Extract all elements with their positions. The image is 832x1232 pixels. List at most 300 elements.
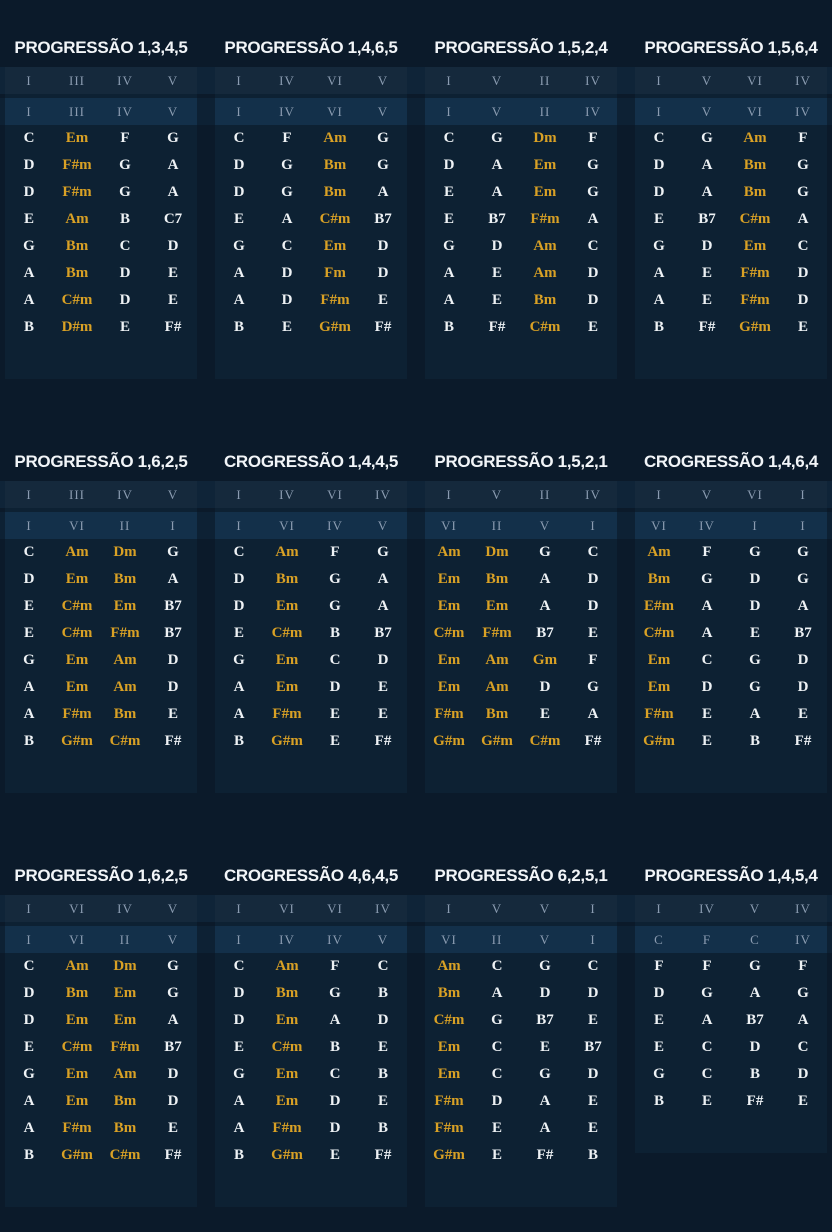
chord-cell: E	[377, 1039, 388, 1055]
chord-cell: D	[23, 1012, 35, 1028]
chord-rows	[425, 953, 617, 1169]
numeral-cell: V	[491, 901, 503, 916]
chord-cell: E	[167, 1120, 178, 1136]
chord-cell: Em	[65, 679, 89, 695]
chord-cell: A	[377, 598, 389, 614]
chord-cell: F#	[794, 733, 812, 749]
chord-cell: E	[329, 733, 340, 749]
chord-cell: G	[797, 184, 809, 200]
chord-row	[5, 1142, 197, 1169]
chord-cell: C	[233, 130, 245, 146]
numeral-cell: II	[539, 73, 551, 88]
chord-cell: Bm	[485, 706, 509, 722]
chord-cell: D	[23, 571, 35, 587]
chord-cell: C	[329, 652, 341, 668]
progression-panel	[425, 451, 617, 793]
chord-cell: Em	[323, 238, 347, 254]
numeral-cell: V	[167, 932, 179, 947]
chord-cell: Em	[533, 184, 557, 200]
numeral-cell: IV	[795, 932, 811, 947]
chord-cell: A	[701, 598, 713, 614]
chord-cell: E	[23, 211, 34, 227]
numeral-cell: V	[491, 104, 503, 119]
chord-cell: A	[233, 706, 245, 722]
chord-cell: C	[23, 130, 35, 146]
chord-cell: B	[377, 985, 388, 1001]
chord-row	[215, 152, 407, 179]
chord-row	[425, 980, 617, 1007]
chord-cell: B	[23, 733, 34, 749]
chord-cell: A	[167, 157, 179, 173]
chord-cell: Bm	[113, 571, 137, 587]
progression-panel	[425, 37, 617, 379]
chord-cell: D	[749, 1039, 761, 1055]
chord-row	[635, 620, 827, 647]
numeral-cell: II	[491, 518, 503, 533]
chord-cell: A	[377, 571, 389, 587]
numeral-cell: V	[167, 104, 179, 119]
numeral-cell: IV	[375, 901, 391, 916]
chord-cell: F#m	[272, 1120, 302, 1136]
chord-cell: A	[233, 292, 245, 308]
chord-row	[215, 620, 407, 647]
chord-cell: C	[329, 1066, 341, 1082]
chord-cell: D	[797, 1066, 809, 1082]
chord-cell: A	[281, 211, 293, 227]
chord-cell: A	[797, 1012, 809, 1028]
numeral-cell: IV	[279, 73, 295, 88]
chord-cell: A	[23, 679, 35, 695]
chord-row	[425, 152, 617, 179]
chord-cell: C#m	[109, 1147, 141, 1163]
chord-cell: D	[233, 571, 245, 587]
chord-cell: Am	[485, 679, 509, 695]
chord-cell: Em	[113, 985, 137, 1001]
chord-cell: B	[653, 319, 664, 335]
chord-cell: Bm	[323, 184, 347, 200]
numeral-cell: V	[377, 932, 389, 947]
chord-cell: A	[701, 625, 713, 641]
chord-cell: F#	[374, 733, 392, 749]
numeral-cell: IV	[279, 487, 295, 502]
chord-cell: D	[377, 652, 389, 668]
chord-row	[425, 953, 617, 980]
chord-cell: G	[701, 130, 713, 146]
chord-row	[635, 125, 827, 152]
progression-panel	[215, 37, 407, 379]
chord-cell: Em	[533, 157, 557, 173]
numeral-cell: IV	[117, 901, 133, 916]
numeral-header-row-2	[5, 98, 197, 125]
chord-row	[215, 980, 407, 1007]
chord-cell: G#m	[643, 733, 675, 749]
chord-cell: Dm	[113, 958, 137, 974]
numeral-cell: IV	[585, 73, 601, 88]
chord-cell: D	[233, 1012, 245, 1028]
chord-row	[5, 593, 197, 620]
chord-cell: E	[491, 1120, 502, 1136]
numeral-cell: VI	[69, 932, 85, 947]
chord-row	[5, 647, 197, 674]
chord-cell: B	[23, 319, 34, 335]
chord-cell: Dm	[533, 130, 557, 146]
chord-cell: D	[587, 985, 599, 1001]
numeral-cell: IV	[699, 901, 715, 916]
chord-row	[215, 647, 407, 674]
numeral-cell: VI	[651, 518, 667, 533]
chord-row	[5, 620, 197, 647]
chord-cell: B7	[374, 625, 392, 641]
numeral-cell: IV	[699, 518, 715, 533]
numeral-header-row-2	[635, 512, 827, 539]
chord-row	[5, 728, 197, 755]
chord-rows	[215, 539, 407, 755]
chord-cell: F#m	[62, 157, 92, 173]
chord-cell: A	[233, 265, 245, 281]
chord-cell: E	[377, 679, 388, 695]
chord-cell: C	[119, 238, 131, 254]
chord-cell: Bm	[485, 571, 509, 587]
chord-row	[215, 1034, 407, 1061]
chord-rows	[5, 539, 197, 755]
chord-row	[635, 980, 827, 1007]
chord-rows	[5, 953, 197, 1169]
numeral-cell: V	[377, 73, 389, 88]
numeral-cell: I	[236, 932, 242, 947]
numeral-header-row-2	[425, 512, 617, 539]
numeral-cell: III	[69, 487, 85, 502]
numeral-cell: VI	[69, 518, 85, 533]
chord-cell: F	[798, 958, 808, 974]
chord-cell: G	[23, 238, 35, 254]
chord-cell: Bm	[113, 1120, 137, 1136]
numeral-cell: I	[26, 901, 32, 916]
chord-row	[5, 1007, 197, 1034]
chord-row	[215, 728, 407, 755]
chord-cell: B7	[746, 1012, 764, 1028]
chord-row	[635, 539, 827, 566]
chord-cell: D	[701, 679, 713, 695]
chord-cell: B7	[794, 625, 812, 641]
numeral-cell: V	[539, 901, 551, 916]
numeral-cell: VI	[327, 104, 343, 119]
chord-cell: E	[329, 1147, 340, 1163]
chord-cell: F#m	[482, 625, 512, 641]
panel-title: PROGRESSÃO 1,4,6,5	[224, 38, 398, 57]
chord-cell: Em	[437, 1039, 461, 1055]
chord-cell: D	[281, 265, 293, 281]
chord-cell: G	[797, 571, 809, 587]
panel-card	[5, 895, 197, 1207]
chord-row	[5, 1034, 197, 1061]
chord-cell: E	[797, 319, 808, 335]
numeral-header-row-1	[635, 67, 827, 94]
chord-row	[635, 674, 827, 701]
chord-cell: D	[749, 598, 761, 614]
progression-panel	[215, 865, 407, 1207]
chord-cell: E	[167, 706, 178, 722]
numeral-cell: I	[26, 104, 32, 119]
chord-cell: G	[281, 184, 293, 200]
chord-cell: C	[491, 1066, 503, 1082]
progression-panel	[425, 865, 617, 1207]
chord-cell: Am	[275, 958, 299, 974]
chord-row	[425, 260, 617, 287]
panel-card	[425, 895, 617, 1207]
chord-cell: G	[281, 157, 293, 173]
chord-row	[425, 125, 617, 152]
numeral-header-row-1	[425, 67, 617, 94]
chord-cell: B	[23, 1147, 34, 1163]
numeral-cell: I	[236, 901, 242, 916]
numeral-cell: VI	[279, 901, 295, 916]
chord-cell: G	[587, 184, 599, 200]
chord-rows	[425, 125, 617, 341]
chord-row	[5, 1115, 197, 1142]
chord-cell: E	[233, 625, 244, 641]
numeral-cell: IV	[585, 104, 601, 119]
numeral-header-row-1	[635, 895, 827, 922]
chord-cell: D	[587, 265, 599, 281]
chord-cell: B	[329, 625, 340, 641]
numeral-cell: VI	[747, 104, 763, 119]
chord-cell: Em	[485, 598, 509, 614]
chord-row	[5, 953, 197, 980]
chord-cell: F#	[488, 319, 506, 335]
panel-row-3	[5, 865, 827, 1207]
chord-cell: G	[701, 985, 713, 1001]
chord-cell: F#m	[110, 1039, 140, 1055]
chord-cell: F#	[698, 319, 716, 335]
numeral-header-row-1	[215, 895, 407, 922]
chord-cell: E	[749, 625, 760, 641]
chord-cell: B7	[164, 625, 182, 641]
chord-row	[215, 1007, 407, 1034]
chord-row	[425, 566, 617, 593]
numeral-header-row-2	[5, 926, 197, 953]
chord-cell: D	[167, 652, 179, 668]
chord-cell: F#m	[740, 265, 770, 281]
chord-cell: E	[23, 625, 34, 641]
chord-cell: D	[119, 265, 131, 281]
chord-cell: Am	[65, 211, 89, 227]
numeral-cell: IV	[795, 901, 811, 916]
chord-cell: E	[701, 706, 712, 722]
numeral-cell: I	[236, 487, 242, 502]
chord-cell: Bm	[743, 157, 767, 173]
chord-cell: G#m	[481, 733, 513, 749]
chord-cell: E	[491, 265, 502, 281]
chord-cell: F	[702, 544, 712, 560]
chord-cell: D	[701, 238, 713, 254]
chord-cell: Em	[437, 598, 461, 614]
chord-cell: E	[587, 319, 598, 335]
numeral-cell: I	[446, 73, 452, 88]
chord-row	[635, 314, 827, 341]
numeral-header-row-1	[635, 481, 827, 508]
chord-row	[425, 1088, 617, 1115]
chord-cell: B	[233, 1147, 244, 1163]
chord-cell: G	[233, 652, 245, 668]
chord-cell: F#m	[530, 211, 560, 227]
chord-cell: Am	[533, 265, 557, 281]
chord-cell: G	[749, 544, 761, 560]
chord-cell: A	[377, 184, 389, 200]
chord-row	[425, 1142, 617, 1169]
chord-row	[635, 1007, 827, 1034]
chord-cell: D	[587, 571, 599, 587]
chord-cell: A	[329, 1012, 341, 1028]
numeral-cell: V	[377, 104, 389, 119]
panel-card	[425, 481, 617, 793]
chord-row	[215, 260, 407, 287]
chord-cell: C#m	[739, 211, 771, 227]
panel-card	[635, 895, 827, 1153]
chord-cell: B	[119, 211, 130, 227]
chord-cell: D	[443, 157, 455, 173]
chord-cell: Em	[275, 652, 299, 668]
chord-row	[215, 566, 407, 593]
chord-cell: Em	[647, 679, 671, 695]
chord-cell: D	[749, 571, 761, 587]
panel-card	[215, 67, 407, 379]
chord-cell: E	[119, 319, 130, 335]
chord-cell: F#m	[644, 706, 674, 722]
numeral-header-row-1	[5, 481, 197, 508]
chord-cell: D	[23, 184, 35, 200]
chord-cell: D	[797, 265, 809, 281]
chord-cell: Em	[743, 238, 767, 254]
chord-cell: E	[491, 292, 502, 308]
chord-cell: Am	[65, 958, 89, 974]
panel-title: PROGRESSÃO 1,4,5,4	[644, 866, 818, 885]
chord-row	[635, 1088, 827, 1115]
numeral-cell: IV	[279, 932, 295, 947]
numeral-header-row-2	[215, 98, 407, 125]
chord-cell: F	[282, 130, 292, 146]
chord-cell: A	[539, 1120, 551, 1136]
chord-row	[215, 287, 407, 314]
chord-row	[5, 260, 197, 287]
chord-cell: F#	[584, 733, 602, 749]
numeral-cell: I	[656, 104, 662, 119]
chord-cell: C#m	[529, 319, 561, 335]
chord-cell: F	[588, 130, 598, 146]
panel-card	[425, 67, 617, 379]
numeral-cell: I	[446, 901, 452, 916]
panel-row-1	[5, 37, 827, 379]
chord-cell: F	[588, 652, 598, 668]
chord-row	[215, 206, 407, 233]
chord-row	[635, 728, 827, 755]
chord-cell: G	[377, 544, 389, 560]
chord-cell: C#m	[61, 625, 93, 641]
numeral-cell: I	[170, 518, 176, 533]
numeral-cell: III	[69, 73, 85, 88]
chord-cell: B	[377, 1066, 388, 1082]
chord-cell: C	[23, 958, 35, 974]
chord-cell: Bm	[65, 238, 89, 254]
numeral-cell: I	[800, 518, 806, 533]
chord-cell: F#	[536, 1147, 554, 1163]
chord-cell: G	[329, 571, 341, 587]
chord-cell: C7	[163, 211, 183, 227]
chord-row	[5, 566, 197, 593]
numeral-cell: IV	[327, 932, 343, 947]
panel-card	[635, 481, 827, 793]
chord-row	[635, 566, 827, 593]
numeral-cell: V	[167, 901, 179, 916]
numeral-cell: I	[26, 932, 32, 947]
chord-cell: C#m	[529, 733, 561, 749]
numeral-cell: I	[590, 901, 596, 916]
panel-title: PROGRESSÃO 6,2,5,1	[434, 866, 608, 885]
numeral-cell: I	[656, 73, 662, 88]
chord-cell: G	[749, 652, 761, 668]
chord-cell: C	[587, 238, 599, 254]
chord-cell: E	[653, 1012, 664, 1028]
chord-cell: F#m	[272, 706, 302, 722]
numeral-cell: IV	[117, 487, 133, 502]
chord-cell: E	[701, 265, 712, 281]
chord-cell: A	[23, 1120, 35, 1136]
chord-cell: D	[377, 1012, 389, 1028]
numeral-cell: IV	[279, 104, 295, 119]
numeral-cell: II	[491, 932, 503, 947]
chord-cell: E	[377, 1093, 388, 1109]
panel-row-2	[5, 451, 827, 793]
chord-cell: D	[329, 679, 341, 695]
chord-cell: C	[377, 958, 389, 974]
chord-cell: G	[119, 157, 131, 173]
chord-row	[635, 1034, 827, 1061]
chord-cell: D	[329, 1093, 341, 1109]
chord-cell: D	[797, 292, 809, 308]
chord-cell: C	[587, 544, 599, 560]
chord-cell: E	[167, 265, 178, 281]
chord-cell: C#m	[643, 625, 675, 641]
chord-cell: Em	[113, 1012, 137, 1028]
chord-cell: F#m	[62, 1120, 92, 1136]
chord-cell: C	[443, 130, 455, 146]
chord-row	[215, 1115, 407, 1142]
progression-panel	[635, 451, 827, 793]
numeral-cell: I	[800, 487, 806, 502]
chord-cell: E	[587, 625, 598, 641]
chord-row	[425, 287, 617, 314]
panel-card	[215, 481, 407, 793]
chord-cell: Em	[275, 1093, 299, 1109]
chord-cell: B	[749, 1066, 760, 1082]
chord-row	[635, 701, 827, 728]
chord-row	[215, 233, 407, 260]
chord-cell: G	[23, 652, 35, 668]
progression-panel	[635, 865, 827, 1207]
chord-cell: Em	[65, 571, 89, 587]
chord-cell: D	[587, 1066, 599, 1082]
chord-cell: G	[233, 1066, 245, 1082]
numeral-cell: F	[702, 932, 712, 947]
chord-cell: E	[701, 733, 712, 749]
chord-rows	[5, 125, 197, 341]
chord-rows	[425, 539, 617, 755]
numeral-cell: I	[656, 487, 662, 502]
numeral-cell: IV	[795, 73, 811, 88]
numeral-header-row-2	[425, 98, 617, 125]
numeral-cell: I	[590, 932, 596, 947]
chord-row	[215, 179, 407, 206]
chord-cell: F#m	[62, 706, 92, 722]
